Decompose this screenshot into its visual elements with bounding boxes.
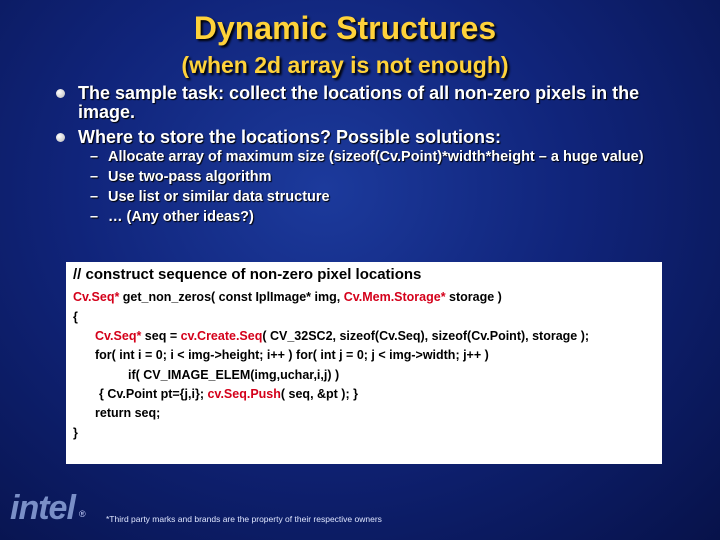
- code-text: storage ): [445, 290, 502, 304]
- code-text: ( CV_32SC2, sizeof(Cv.Seq), sizeof(Cv.Point), storage );: [262, 329, 590, 343]
- sub-bullet-text: Allocate array of maximum size (sizeof(Cv.Point)*width*height – a huge value): [108, 149, 644, 165]
- dash-icon: –: [90, 169, 99, 185]
- dash-icon: –: [90, 149, 99, 165]
- sub-bullet-text: Use two-pass algorithm: [108, 169, 272, 185]
- sub-bullet-item: [90, 191, 696, 204]
- code-line: {: [73, 310, 78, 324]
- dash-icon: –: [90, 209, 99, 225]
- code-type: Cv.Mem.Storage*: [343, 290, 446, 304]
- slide-title: Dynamic Structures: [193, 10, 497, 46]
- bullet-item: [56, 84, 696, 122]
- code-text: ( seq, &pt ); }: [280, 387, 358, 401]
- code-function: cv.Create.Seq: [180, 329, 263, 343]
- bullet-dot-icon: [56, 89, 65, 98]
- registered-mark: ®: [79, 509, 86, 519]
- dash-icon: –: [90, 189, 99, 205]
- sub-bullet-item: [90, 211, 696, 224]
- code-function: cv.Seq.Push: [207, 387, 281, 401]
- bullet-item: [56, 128, 696, 147]
- code-text: get_non_zeros( const IplImage* img,: [119, 290, 344, 304]
- code-comment: // construct sequence of non-zero pixel locations: [73, 266, 422, 283]
- intel-logo: intel: [10, 489, 75, 527]
- sub-bullet-text: Use list or similar data structure: [108, 189, 330, 205]
- sub-bullet-list: [90, 151, 696, 224]
- code-type: Cv.Seq*: [73, 290, 120, 304]
- code-line: for( int i = 0; i < img->height; i++ ) for( int j = 0; j < img->width; j++ ): [95, 348, 489, 362]
- code-block: [66, 262, 662, 464]
- code-line: }: [73, 426, 78, 440]
- code-line: [99, 387, 358, 401]
- bullet-text: The sample task: collect the locations of all non-zero pixels in the image.: [78, 83, 640, 122]
- code-text: seq =: [141, 329, 181, 343]
- slide-subtitle: (when 2d array is not enough): [181, 52, 509, 78]
- bullet-dot-icon: [56, 133, 65, 142]
- code-line: if( CV_IMAGE_ELEM(img,uchar,i,j) ): [128, 368, 340, 382]
- code-line: return seq;: [95, 406, 161, 420]
- sub-bullet-text: … (Any other ideas?): [108, 209, 254, 225]
- code-line: [73, 290, 502, 304]
- footnote: *Third party marks and brands are the property of their respective owners: [106, 514, 382, 524]
- sub-bullet-item: [90, 151, 696, 164]
- code-type: Cv.Seq*: [95, 329, 142, 343]
- bullet-text: Where to store the locations? Possible solutions:: [78, 127, 502, 147]
- code-text: { Cv.Point pt={j,i};: [99, 387, 208, 401]
- bullet-list: [56, 84, 696, 231]
- code-line: [95, 329, 589, 343]
- sub-bullet-item: [90, 171, 696, 184]
